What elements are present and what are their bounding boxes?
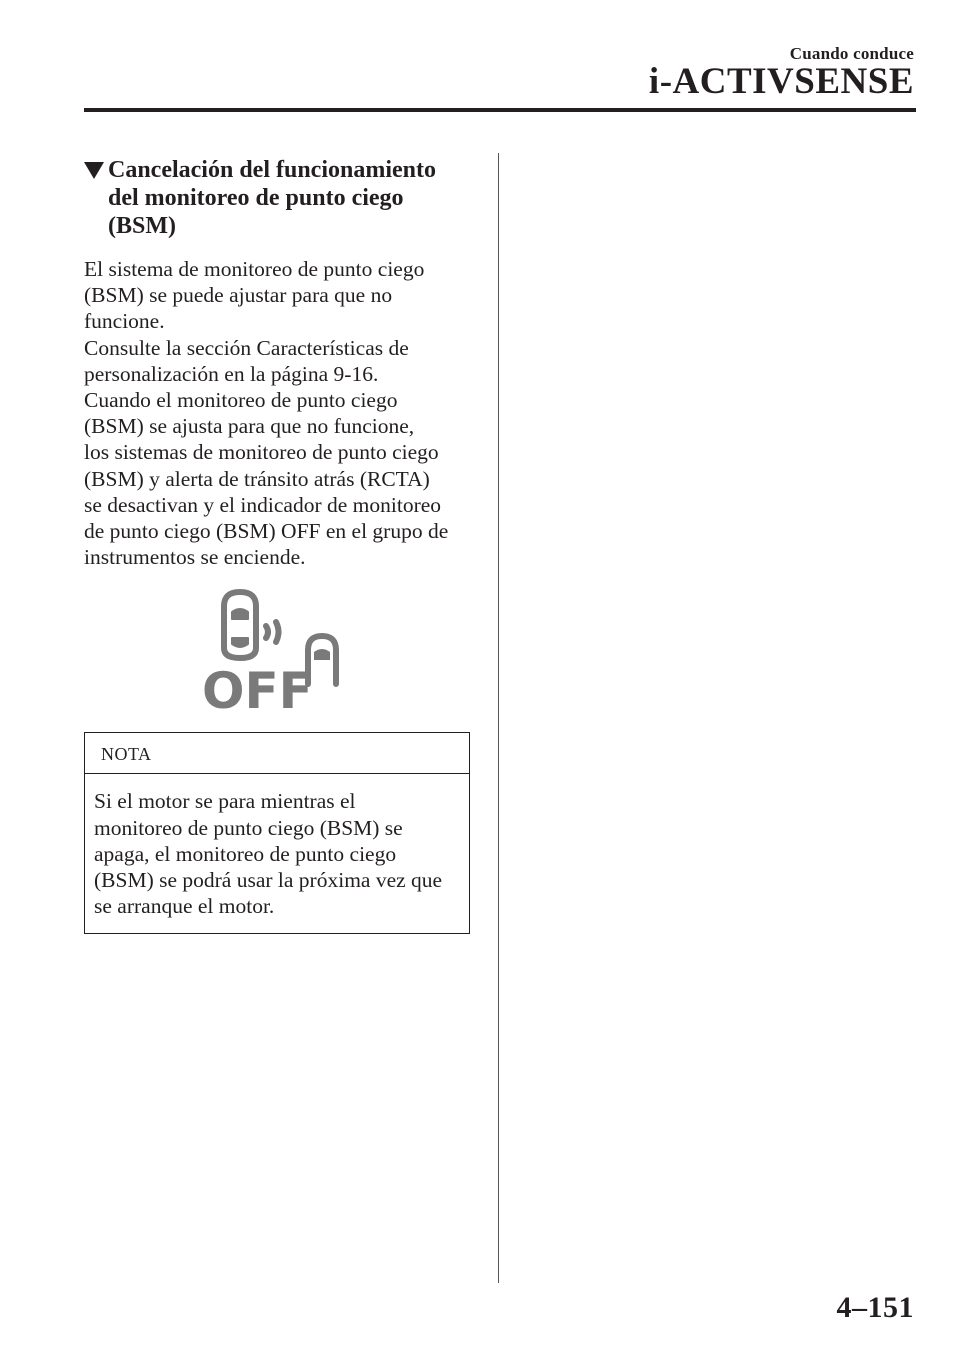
body-line: Consulte la sección Características de: [84, 335, 409, 360]
section-title: i-ACTIVSENSE: [648, 61, 914, 102]
down-triangle-icon: [84, 162, 104, 179]
page-number: 4–151: [836, 1291, 914, 1324]
body-line: instrumentos se enciende.: [84, 545, 306, 570]
body-line: se desactivan y el indicador de monitoreo: [84, 492, 442, 517]
heading-line: del monitoreo de punto ciego: [108, 185, 404, 211]
header-kicker: Cuando conduce: [789, 44, 914, 63]
nota-line: (BSM) se podrá usar la próxima vez que: [94, 868, 443, 893]
body-line: funcione.: [84, 309, 165, 334]
body-line: personalización en la página 9-16.: [84, 361, 379, 386]
nota-line: Si el motor se para mientras el: [94, 789, 356, 814]
section-heading: [84, 156, 472, 240]
off-label: OFF: [202, 662, 313, 719]
nota-box: [84, 732, 470, 934]
body-paragraph: [84, 256, 472, 570]
bsm-off-indicator-icon: [200, 586, 350, 718]
nota-body: [85, 774, 469, 933]
body-line: El sistema de monitoreo de punto ciego: [84, 257, 425, 281]
header-rule: [84, 108, 916, 112]
heading-line: (BSM): [108, 213, 176, 239]
nota-line: se arranque el motor.: [94, 894, 275, 919]
body-line: (BSM) se ajusta para que no funcione,: [84, 414, 415, 439]
nota-line: apaga, el monitoreo de punto ciego: [94, 841, 397, 866]
heading-line: Cancelación del funcionamiento: [108, 157, 436, 183]
left-column: [84, 156, 472, 934]
nota-title: NOTA: [85, 733, 469, 774]
body-line: (BSM) y alerta de tránsito atrás (RCTA): [84, 466, 430, 491]
nota-line: monitoreo de punto ciego (BSM) se: [94, 815, 403, 840]
body-line: los sistemas de monitoreo de punto ciego: [84, 440, 439, 465]
body-line: Cuando el monitoreo de punto ciego: [84, 388, 398, 413]
column-divider: [498, 153, 499, 1283]
body-line: (BSM) se puede ajustar para que no: [84, 283, 393, 308]
heading-text: [108, 156, 436, 240]
body-line: de punto ciego (BSM) OFF en el grupo de: [84, 519, 449, 544]
